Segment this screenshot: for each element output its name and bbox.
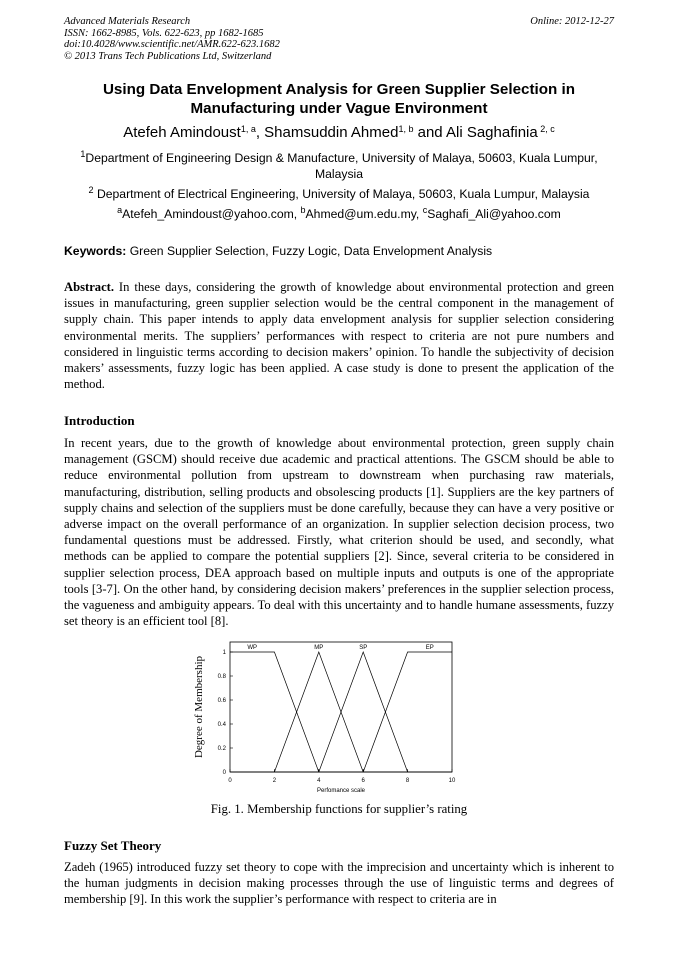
paper-title: [40, 80, 638, 118]
author-sep: and: [413, 124, 446, 141]
email-text: Saghafi_Ali@yahoo.com: [427, 207, 561, 221]
series-label: SP: [359, 645, 368, 651]
affiliation-1: [64, 150, 614, 182]
author-sup: 1, a: [240, 124, 256, 134]
introduction-paragraph: In recent years, due to the growth of knowledge about environmental protection, green supply chain management (GSCM) should receive due academic and practical attentions. The GSCM should be able to reduce environmental pollution from upstream to downstream when purchasing raw materials, manufacturing, distribution, selling products and obsolescing products [1]. Suppliers are the key partners of supply chains and selection of the suppliers must be done carefully, because they can have a very positive or adverse impact on the overall performance of an organization. In supplier selection decision process, two fundamental questions must be addressed. Firstly, what criterion should be used, and secondly, what methods can be applied to compare the potential suppliers [2]. Since, several criteria to be considered in supplier selection process, DEA approach based on multiple inputs and outputs is one of the appropriate tools [3-7]. On the other hand, by considering decision makers’ preferences in the supplier selection process, the vagueness and ambiguity appears. To deal with this uncertainty and to handle humane assessments, fuzzy set theory is an efficient tool [8].: [64, 436, 614, 629]
x-tick-label: 6: [361, 778, 365, 784]
x-tick-label: 8: [405, 778, 410, 784]
keywords: [64, 244, 614, 258]
email-line: [64, 206, 614, 222]
series-line: [230, 652, 452, 772]
keywords-label: Keywords:: [64, 244, 127, 258]
series-label: WP: [247, 645, 258, 651]
doi-line: doi:10.4028/www.scientific.net/AMR.622-623.1682: [64, 39, 280, 50]
plot-frame: [230, 642, 452, 772]
online-date: Online: 2012-12-27: [530, 16, 614, 27]
affiliation-2: [64, 186, 614, 202]
journal-header: [64, 16, 614, 62]
series-label: MP: [314, 645, 324, 651]
abstract-text: In these days, considering the growth of knowledge about environmental protection and green issues in manufacturing, green supplier selection would be the central component in the management of supply chain. This paper intends to apply data envelopment analysis for supplier selection considering environmental merits. The suppliers’ performances with respect to criteria are not pure numbers and considered in linguistic terms according to decision makers’ opinion. To handle the subjectivity of decision makers’ assessments, fuzzy logic has been applied. A case study is done to present the application of the method.: [64, 280, 614, 392]
x-tick-label: 10: [448, 778, 456, 784]
email-text: Ahmed@um.edu.my,: [305, 207, 423, 221]
issn-line: ISSN: 1662-8985, Vols. 622-623, pp 1682-1685: [64, 27, 264, 39]
affiliation-text: Department of Engineering Design & Manufacture, University of Malaya, 50603, Kuala Lumpur, Malaysia: [85, 151, 598, 181]
y-tick-label: 0.6: [217, 698, 226, 704]
y-tick-label: 0.4: [217, 722, 226, 728]
y-axis-label: Degree of Membership: [193, 655, 205, 759]
x-tick-label: 2: [272, 778, 277, 784]
x-axis-label: Perfomance scale: [316, 788, 366, 794]
author-name: Atefeh Amindoust: [123, 124, 241, 141]
email-sup: a: [117, 205, 123, 215]
affiliation-text: Department of Electrical Engineering, University of Malaya, 50603, Kuala Lumpur, Malaysia: [93, 187, 590, 201]
x-tick-label: 0: [228, 778, 232, 784]
author-name: Ali Saghafinia: [446, 124, 538, 141]
y-tick-label: 0.8: [217, 674, 226, 680]
email-sup: c: [422, 205, 428, 215]
author-sep: ,: [255, 124, 265, 141]
affiliation-sup: 2: [88, 185, 94, 195]
author-sup: 2, c: [537, 124, 555, 134]
y-tick-label: 1: [222, 650, 226, 656]
title-line-1: Using Data Envelopment Analysis for Green Supplier Selection in: [102, 81, 576, 98]
membership-figure: [188, 636, 470, 802]
author-list: [40, 124, 638, 142]
affiliation-sup: 1: [80, 149, 86, 159]
keywords-text: Green Supplier Selection, Fuzzy Logic, Data Envelopment Analysis: [126, 244, 493, 258]
fuzzy-paragraph: Zadeh (1965) introduced fuzzy set theory to cope with the imprecision and uncertainty which is inherent to the human judgments in decision making processes through the use of linguistic terms and degrees of membership [9]. In this work the supplier’s performance with respect to criteria are in: [64, 860, 614, 907]
y-tick-label: 0: [222, 770, 226, 776]
x-tick-label: 4: [317, 778, 321, 784]
journal-name: Advanced Materials Research: [64, 16, 191, 27]
email-text: Atefeh_Amindoust@yahoo.com,: [122, 207, 301, 221]
y-tick-label: 0.2: [217, 746, 226, 752]
author-name: Shamsuddin Ahmed: [264, 124, 399, 141]
author-sup: 1, b: [398, 124, 414, 134]
email-sup: b: [300, 205, 306, 215]
series-label: EP: [425, 645, 434, 651]
section-heading-fuzzy-set-theory: Fuzzy Set Theory: [64, 838, 162, 853]
section-heading-introduction: Introduction: [64, 413, 135, 428]
title-line-2: Manufacturing under Vague Environment: [190, 100, 488, 117]
membership-chart: [188, 636, 470, 802]
abstract: [64, 279, 614, 392]
figure-caption: Fig. 1. Membership functions for supplier’s rating: [210, 802, 468, 816]
copyright-line: © 2013 Trans Tech Publications Ltd, Switzerland: [64, 50, 272, 62]
abstract-label: Abstract.: [64, 280, 115, 294]
